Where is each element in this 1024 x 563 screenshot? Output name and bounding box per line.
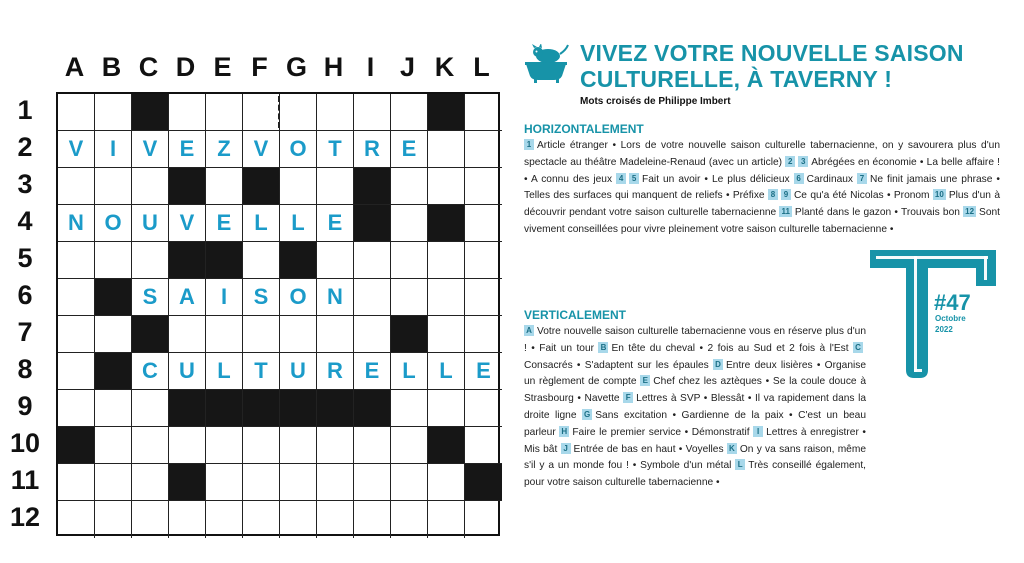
grid-cell[interactable]: E <box>206 205 243 242</box>
row-label: 3 <box>17 169 33 199</box>
clue-tag: 7 <box>857 173 867 184</box>
clue-tag: F <box>623 392 633 403</box>
black-cell <box>243 390 280 427</box>
row-label: 7 <box>17 317 33 347</box>
grid-cell[interactable] <box>428 464 465 501</box>
row-label: 6 <box>17 280 33 310</box>
black-cell <box>317 390 354 427</box>
grid-cell[interactable] <box>132 501 169 538</box>
grid-cell[interactable] <box>317 242 354 279</box>
black-cell <box>169 464 206 501</box>
grid-cell[interactable] <box>206 168 243 205</box>
clue-tag: B <box>598 342 608 353</box>
grid-cell[interactable] <box>132 168 169 205</box>
grid-cell[interactable]: E <box>317 205 354 242</box>
clue-text: Sont vivement conseillées pour vivre pleinement votre saison culturelle tabernacienne • <box>524 207 1000 235</box>
row-label: 1 <box>17 95 33 125</box>
grid-cell[interactable] <box>428 279 465 316</box>
clue-tag: 1 <box>524 139 534 150</box>
row-label: 10 <box>9 428 41 458</box>
grid-cell[interactable] <box>58 242 95 279</box>
grid-cell[interactable] <box>428 390 465 427</box>
grid-cell[interactable] <box>132 390 169 427</box>
grid-cell[interactable] <box>428 501 465 538</box>
grid-cell[interactable]: V <box>132 131 169 168</box>
grid-cell[interactable] <box>465 205 502 242</box>
grid-cell[interactable] <box>243 94 280 131</box>
grid-cell[interactable]: I <box>95 131 132 168</box>
grid-cell[interactable] <box>354 501 391 538</box>
title-line-2: CULTURELLE, À TAVERNY ! <box>580 66 893 92</box>
grid-cell[interactable] <box>280 501 317 538</box>
clue-text: Entrée de bas en haut • Voyelles <box>573 443 727 455</box>
grid-cell[interactable] <box>243 427 280 464</box>
grid-cell[interactable] <box>243 242 280 279</box>
grid-cell[interactable] <box>206 427 243 464</box>
grid-cell[interactable] <box>391 427 428 464</box>
column-label: E <box>213 52 232 82</box>
grid-cell[interactable] <box>243 316 280 353</box>
grid-cell[interactable] <box>280 94 317 131</box>
grid-cell[interactable]: E <box>465 353 502 390</box>
grid-cell[interactable] <box>391 501 428 538</box>
black-cell <box>465 464 502 501</box>
column-label: I <box>366 52 375 82</box>
clue-tag: 10 <box>934 190 944 200</box>
grid-cell[interactable] <box>465 316 502 353</box>
grid-cell[interactable]: E <box>354 353 391 390</box>
black-cell <box>169 168 206 205</box>
grid-cell[interactable]: R <box>317 353 354 390</box>
clue-tag: 12 <box>965 207 975 217</box>
clue-tag: A <box>524 325 534 336</box>
vertical-heading: VERTICALEMENT <box>524 308 626 322</box>
page-title <box>580 40 1000 92</box>
grid-cell[interactable] <box>132 464 169 501</box>
row-label: 11 <box>10 465 40 495</box>
grid-cell[interactable]: U <box>132 205 169 242</box>
grid-cell[interactable] <box>465 501 502 538</box>
clue-text: Planté dans le gazon • Trouvais bon <box>794 207 964 219</box>
grid-cell[interactable] <box>465 242 502 279</box>
grid-cell[interactable]: O <box>280 131 317 168</box>
grid-cell[interactable] <box>58 501 95 538</box>
grid-cell[interactable]: I <box>206 279 243 316</box>
black-cell <box>391 316 428 353</box>
row-label: 4 <box>17 206 33 236</box>
grid-cell[interactable] <box>58 279 95 316</box>
grid-cell[interactable] <box>169 427 206 464</box>
grid-cell[interactable] <box>391 390 428 427</box>
grid-cell[interactable]: L <box>206 353 243 390</box>
grid-cell[interactable] <box>354 242 391 279</box>
grid-cell[interactable]: V <box>243 131 280 168</box>
clue-tag: 8 <box>768 189 778 200</box>
grid-cell[interactable] <box>465 279 502 316</box>
clue-tag: K <box>727 443 737 454</box>
grid-cell[interactable] <box>391 205 428 242</box>
clue-tag: 11 <box>781 207 790 217</box>
clue-text: Abrégées en économie • La belle affaire ! • A connu des jeux <box>524 156 1001 185</box>
black-cell <box>206 242 243 279</box>
grid-cell[interactable] <box>391 242 428 279</box>
grid-cell[interactable]: U <box>169 353 206 390</box>
clue-text: On y va sans raison, même s'il y a un monde fou ! • Symbole d'un métal <box>524 443 867 472</box>
clue-tag: E <box>640 375 650 386</box>
grid-cell[interactable] <box>280 316 317 353</box>
subtitle: Mots croisés de Philippe Imbert <box>580 96 731 107</box>
clue-text: Cardinaux <box>806 173 858 185</box>
clue-tag: 4 <box>616 173 626 184</box>
grid-cell[interactable]: V <box>58 131 95 168</box>
black-cell <box>169 242 206 279</box>
clue-text: Entre deux lisières • Organise un règlement de compte <box>524 359 867 388</box>
clue-text: En tête du cheval • 2 fois au Sud et 2 fois à l'Est <box>611 342 853 354</box>
grid-cell[interactable] <box>354 316 391 353</box>
black-cell <box>280 242 317 279</box>
grid-cell[interactable]: V <box>169 205 206 242</box>
grid-cell[interactable] <box>317 316 354 353</box>
grid-cell[interactable] <box>243 464 280 501</box>
black-cell <box>280 390 317 427</box>
column-label: G <box>285 52 307 82</box>
clue-text: Lettres à SVP • Blessât • Il va rapidement dans la droite ligne <box>524 393 866 421</box>
crossword-grid <box>56 92 500 536</box>
grid-cell[interactable]: T <box>317 131 354 168</box>
clue-tag: 3 <box>798 156 808 167</box>
grid-cell[interactable] <box>206 464 243 501</box>
black-cell <box>354 168 391 205</box>
grid-cell[interactable] <box>58 464 95 501</box>
grid-cell[interactable] <box>354 94 391 131</box>
row-label: 9 <box>17 391 33 421</box>
clue-tag: 5 <box>629 173 639 184</box>
grid-cell[interactable] <box>465 390 502 427</box>
grid-cell[interactable] <box>354 427 391 464</box>
title-line-1: VIVEZ VOTRE NOUVELLE SAISON <box>580 40 964 66</box>
black-cell <box>95 279 132 316</box>
grid-cell[interactable] <box>169 94 206 131</box>
column-label: A <box>64 52 85 82</box>
row-label: 5 <box>17 243 33 273</box>
grid-cell[interactable] <box>465 427 502 464</box>
row-label: 12 <box>9 502 41 532</box>
clue-text: Sans excitation • Gardienne de la paix • C'est un beau parleur <box>524 409 866 438</box>
column-label: F <box>251 52 268 82</box>
grid-cell[interactable] <box>132 427 169 464</box>
grid-cell[interactable]: C <box>132 353 169 390</box>
grid-cell[interactable] <box>280 427 317 464</box>
row-label: 8 <box>17 354 33 384</box>
grid-cell[interactable] <box>206 94 243 131</box>
clue-text: Très conseillé également, pour votre saison culturelle tabernacienne • <box>524 460 866 489</box>
grid-cell[interactable] <box>317 94 354 131</box>
clue-tag: C <box>853 342 863 353</box>
black-cell <box>428 94 465 131</box>
column-label: J <box>399 52 416 82</box>
black-cell <box>95 353 132 390</box>
grid-cell[interactable] <box>169 501 206 538</box>
clue-tag: J <box>561 443 571 454</box>
grid-cell[interactable] <box>95 94 132 131</box>
grid-cell[interactable] <box>280 168 317 205</box>
grid-cell[interactable] <box>95 242 132 279</box>
grid-cell[interactable]: N <box>317 279 354 316</box>
clue-text: Faire le premier service • Démonstratif <box>572 426 754 438</box>
black-cell <box>132 94 169 131</box>
grid-cell[interactable]: A <box>169 279 206 316</box>
grid-cell[interactable] <box>317 501 354 538</box>
grid-cell[interactable]: L <box>428 353 465 390</box>
clue-tag: D <box>713 359 723 370</box>
grid-cell[interactable]: U <box>280 353 317 390</box>
grid-cell[interactable] <box>132 242 169 279</box>
column-label: B <box>101 52 122 82</box>
black-cell <box>428 427 465 464</box>
clue-tag: 6 <box>794 173 804 184</box>
grid-cell[interactable]: N <box>58 205 95 242</box>
clue-tag: I <box>753 426 763 437</box>
clue-text: Article étranger • Lors de votre nouvelle saison culturelle tabernacienne, on y savourera plus d'un spectacle au théâtre Madeleine-Renaud (avec un article) <box>524 140 1000 168</box>
clue-text: Plus d'un à découvrir pendant votre saison culturelle tabernacienne <box>524 190 1000 219</box>
black-cell <box>354 390 391 427</box>
grid-cell[interactable] <box>95 390 132 427</box>
clue-text: Lettres à enregistrer • Mis bât <box>524 426 866 455</box>
grid-cell[interactable]: L <box>391 353 428 390</box>
grid-cell[interactable] <box>354 464 391 501</box>
clue-tag: 9 <box>781 189 791 200</box>
grid-cell[interactable]: S <box>243 279 280 316</box>
clue-text: Consacrés • S'adaptent sur les épaules <box>524 359 713 371</box>
horizontal-heading: HORIZONTALEMENT <box>524 122 644 136</box>
column-label: C <box>138 52 159 82</box>
clue-text: Ne finit jamais une phrase • Telles des surfaces qui manquent de reliefs • Préfixe <box>524 173 1000 202</box>
grid-cell[interactable] <box>465 131 502 168</box>
grid-cell[interactable] <box>58 316 95 353</box>
grid-cell[interactable] <box>317 464 354 501</box>
column-label: D <box>175 52 196 82</box>
grid-cell[interactable] <box>95 464 132 501</box>
black-cell <box>169 390 206 427</box>
grid-cell[interactable] <box>206 501 243 538</box>
grid-cell[interactable] <box>428 242 465 279</box>
grid-cell[interactable] <box>317 168 354 205</box>
column-label: H <box>323 52 344 82</box>
clue-tag: H <box>559 426 569 437</box>
grid-cell[interactable] <box>428 131 465 168</box>
grid-cell[interactable] <box>317 427 354 464</box>
grid-cell[interactable] <box>169 316 206 353</box>
black-cell <box>354 205 391 242</box>
issue-month: Octobre <box>935 314 966 323</box>
clue-text: Votre nouvelle saison culturelle tabernacienne vous en réserve plus d'un ! • Fait un tour <box>524 326 866 354</box>
grid-cell[interactable] <box>58 168 95 205</box>
grid-cell[interactable]: O <box>95 205 132 242</box>
black-cell <box>243 168 280 205</box>
row-label: 2 <box>17 132 33 162</box>
clue-text: Chef chez les aztèques • Se la coule douce à Strasbourg • Navette <box>524 376 866 405</box>
black-cell <box>428 205 465 242</box>
grid-cell[interactable]: L <box>280 205 317 242</box>
vertical-clues <box>524 324 866 492</box>
issue-year: 2022 <box>935 325 953 334</box>
clue-tag: G <box>584 409 591 419</box>
grid-cell[interactable] <box>95 501 132 538</box>
grid-cell[interactable] <box>391 94 428 131</box>
grid-cell[interactable] <box>95 316 132 353</box>
grid-cell[interactable] <box>243 501 280 538</box>
column-label: K <box>434 52 455 82</box>
grid-cell[interactable]: E <box>169 131 206 168</box>
clue-text: Fait un avoir • Le plus délicieux <box>642 173 794 185</box>
grid-cell[interactable] <box>465 168 502 205</box>
grid-cell[interactable] <box>428 168 465 205</box>
grid-cell[interactable] <box>95 427 132 464</box>
horizontal-clues <box>524 138 1000 239</box>
grid-cell[interactable] <box>95 168 132 205</box>
grid-cell[interactable]: L <box>243 205 280 242</box>
grid-cell[interactable] <box>354 279 391 316</box>
grid-cell[interactable] <box>391 279 428 316</box>
clue-text: Ce qu'a été Nicolas • Pronom <box>793 190 933 202</box>
column-label: L <box>473 52 490 82</box>
grid-cell[interactable]: R <box>354 131 391 168</box>
grid-cell[interactable] <box>206 316 243 353</box>
clue-tag: L <box>735 459 745 470</box>
grid-cell[interactable] <box>58 390 95 427</box>
row-headers <box>0 92 56 536</box>
issue-number: #47 <box>934 290 971 315</box>
grid-cell[interactable] <box>280 464 317 501</box>
grid-cell[interactable]: Z <box>206 131 243 168</box>
clue-tag: 2 <box>785 156 795 167</box>
grid-cell[interactable] <box>58 94 95 131</box>
black-cell <box>132 316 169 353</box>
bathtub-animal-icon <box>522 44 572 84</box>
black-cell <box>206 390 243 427</box>
black-cell <box>58 427 95 464</box>
grid-cell[interactable] <box>391 464 428 501</box>
grid-cell[interactable]: O <box>280 279 317 316</box>
grid-cell[interactable]: E <box>391 131 428 168</box>
grid-cell[interactable] <box>391 168 428 205</box>
column-headers <box>56 52 500 90</box>
grid-cell[interactable] <box>428 316 465 353</box>
grid-cell[interactable] <box>58 353 95 390</box>
grid-cell[interactable] <box>465 94 502 131</box>
grid-cell[interactable]: S <box>132 279 169 316</box>
grid-cell[interactable]: T <box>243 353 280 390</box>
